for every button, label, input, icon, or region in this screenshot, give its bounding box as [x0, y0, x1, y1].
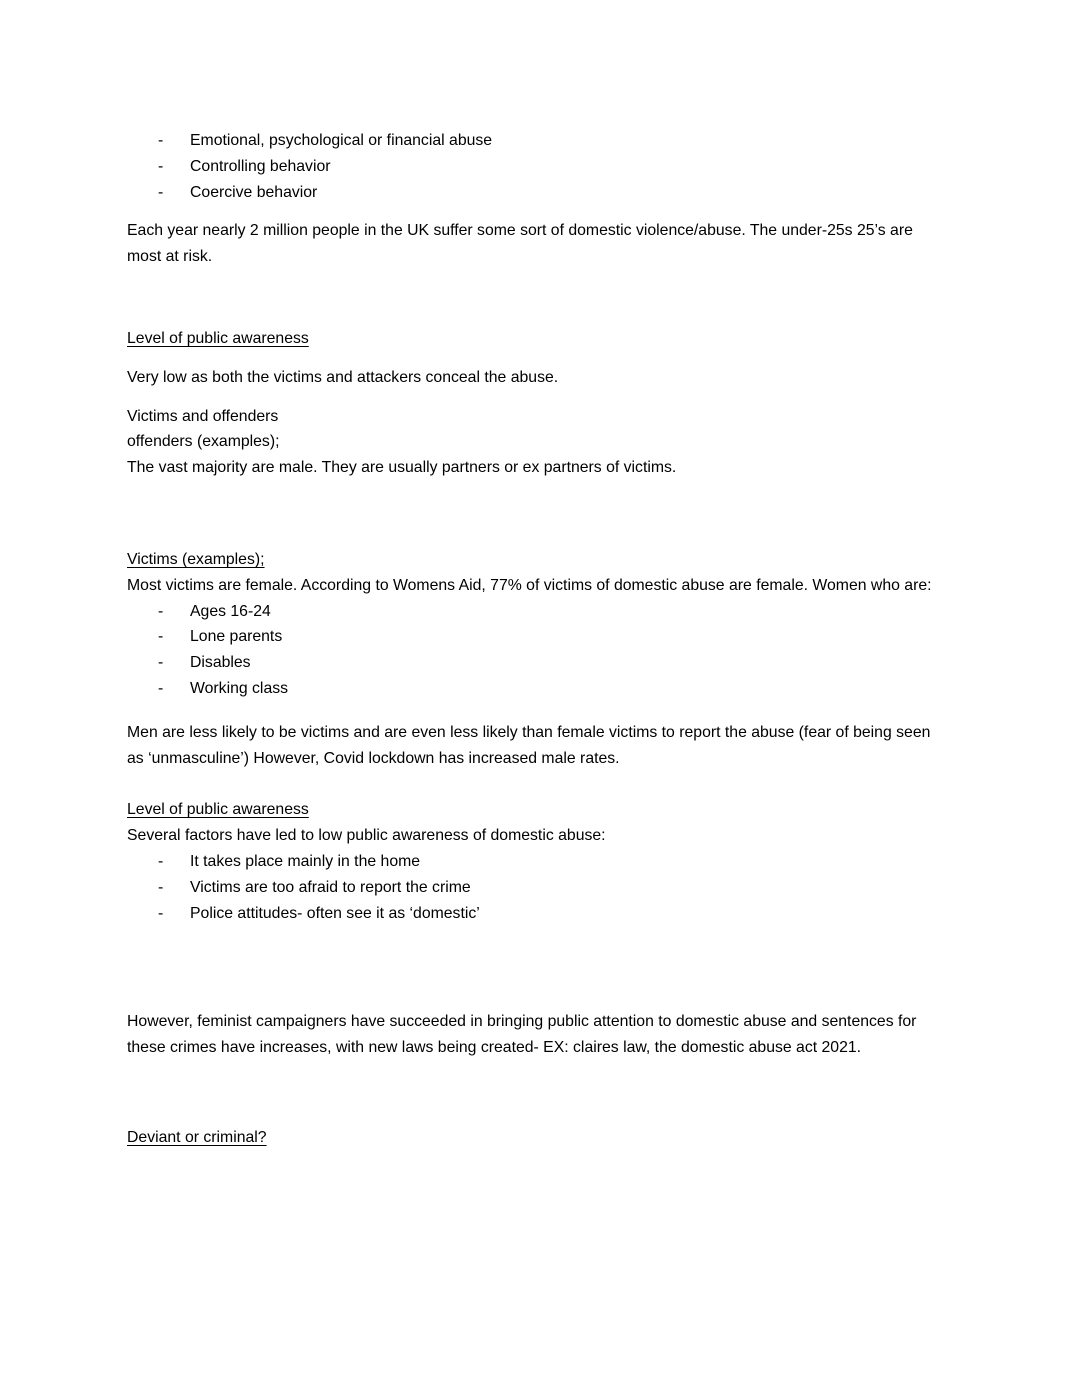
- paragraph-awareness-1: Very low as both the victims and attackers conceal the abuse.: [127, 368, 559, 386]
- list-item: [158, 849, 950, 875]
- list-item: [158, 599, 950, 625]
- list-item: [158, 180, 950, 206]
- victims-list: [127, 599, 950, 702]
- paragraph-statistics: Each year nearly 2 million people in the UK suffer some sort of domestic violence/abuse. The under-25s 25’s are most at risk.: [127, 222, 913, 266]
- bullet-dash: -: [158, 628, 164, 646]
- paragraph-awareness-2: Several factors have led to low public awareness of domestic abuse:: [127, 827, 606, 845]
- heading-deviant-or-criminal: Deviant or criminal?: [127, 1128, 267, 1146]
- heading-public-awareness-1: Level of public awareness: [127, 329, 309, 347]
- list-item-text: It takes place mainly in the home: [190, 852, 421, 870]
- list-item-text: Police attitudes- often see it as ‘domestic’: [190, 904, 480, 922]
- paragraph-men-victims: Men are less likely to be victims and are even less likely than female victims to report the abuse (fear of being seen as ‘unmasculine’) However, Covid lockdown has increased male rates.: [127, 723, 931, 767]
- heading-public-awareness-2: Level of public awareness: [127, 801, 309, 819]
- bullet-dash: -: [158, 852, 164, 870]
- paragraph-victims: Most victims are female. According to Womens Aid, 77% of victims of domestic abuse are female. Women who are:: [127, 576, 932, 594]
- heading-victims-examples: Victims (examples);: [127, 550, 265, 568]
- bullet-dash: -: [158, 878, 164, 896]
- list-item: [158, 676, 950, 702]
- bullet-dash: -: [158, 904, 164, 922]
- awareness-factors-list: [127, 849, 950, 926]
- list-item: [158, 154, 950, 180]
- victims-offenders-line: The vast majority are male. They are usually partners or ex partners of victims.: [127, 459, 677, 477]
- list-item-text: Lone parents: [190, 628, 283, 646]
- list-item: [158, 128, 950, 154]
- list-item-text: Coercive behavior: [190, 183, 318, 201]
- bullet-dash: -: [158, 132, 164, 149]
- bullet-dash: -: [158, 183, 164, 201]
- list-item-text: Ages 16-24: [190, 602, 271, 620]
- list-item-text: Controlling behavior: [190, 157, 331, 175]
- list-item-text: Emotional, psychological or financial abuse: [190, 132, 493, 149]
- victims-offenders-block: [127, 404, 950, 481]
- bullet-dash: -: [158, 157, 164, 175]
- bullet-dash: -: [158, 602, 164, 620]
- list-item: [158, 901, 950, 927]
- list-item: [158, 875, 950, 901]
- bullet-dash: -: [158, 654, 164, 672]
- bullet-dash: -: [158, 679, 164, 697]
- victims-offenders-line: offenders (examples);: [127, 433, 280, 451]
- paragraph-feminist-campaigners: However, feminist campaigners have succeeded in bringing public attention to domestic abuse and sentences for these crimes have increases, with new laws being created- EX: claires law, the domestic abuse act 2021.: [127, 1013, 917, 1057]
- list-item-text: Disables: [190, 654, 251, 672]
- victims-offenders-line: Victims and offenders: [127, 407, 279, 425]
- list-item: [158, 624, 950, 650]
- list-item: [158, 650, 950, 676]
- list-item-text: Working class: [190, 679, 289, 697]
- abuse-types-list: [127, 128, 950, 205]
- list-item-text: Victims are too afraid to report the crime: [190, 878, 471, 896]
